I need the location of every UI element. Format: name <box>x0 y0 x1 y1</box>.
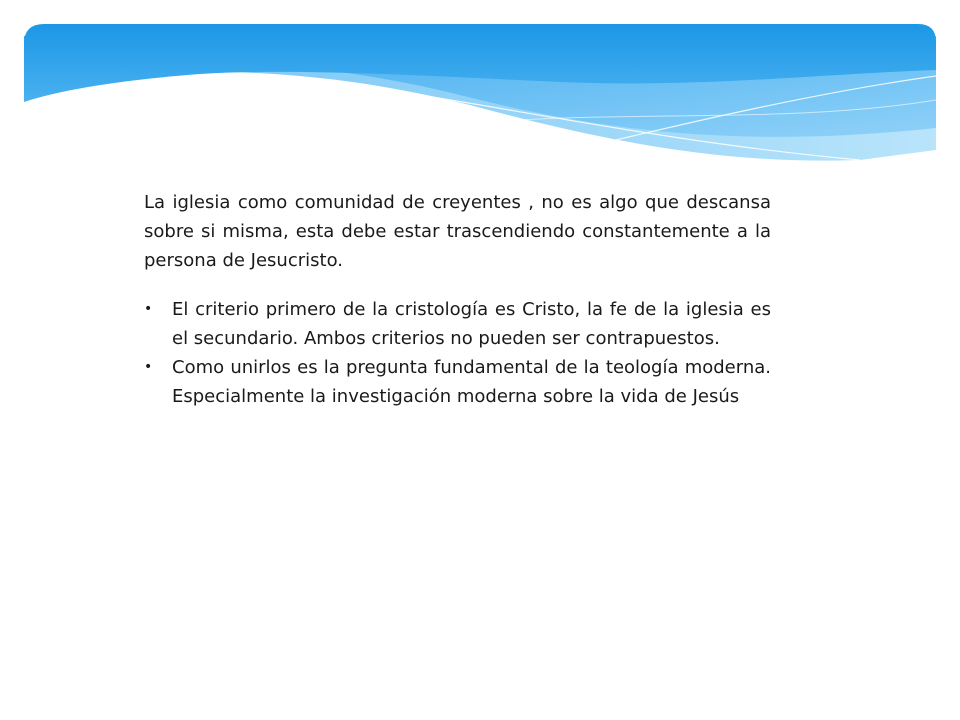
wave-banner-decoration <box>0 0 960 180</box>
bullet-marker: • <box>144 301 153 317</box>
bullet-item <box>144 353 771 411</box>
bullet-list <box>144 295 771 411</box>
bullet-text: Como unirlos es la pregunta fundamental de la teología moderna. Especialmente la investigación moderna sobre la vida de Jesús <box>172 357 771 407</box>
bullet-item <box>144 295 771 353</box>
intro-paragraph: La iglesia como comunidad de creyentes , no es algo que descansa sobre si misma, esta debe estar trascendiendo constantemente a la persona de Jesucristo. <box>144 192 771 271</box>
bullet-text: El criterio primero de la cristología es Cristo, la fe de la iglesia es el secundario. Ambos criterios no pueden ser contrapuestos. <box>172 299 771 349</box>
bullet-marker: • <box>144 359 153 375</box>
slide-content <box>144 188 771 411</box>
